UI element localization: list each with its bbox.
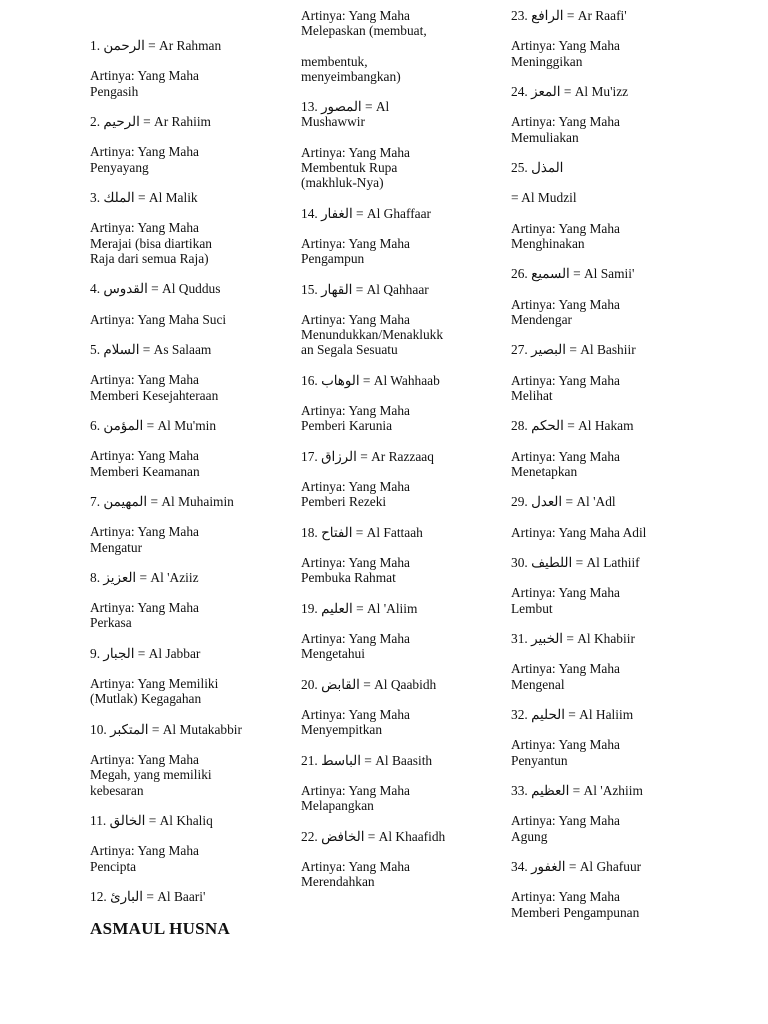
- meaning-29: Artinya: Yang Maha Adil: [511, 524, 647, 540]
- name-entry-28: 28. الحكم = Al Hakam: [511, 418, 634, 434]
- meaning-31: Artinya: Yang Maha Mengenal: [511, 661, 620, 692]
- meaning-2: Artinya: Yang Maha Penyayang: [90, 144, 199, 175]
- meaning-22: Artinya: Yang Maha Merendahkan: [301, 859, 410, 890]
- column-3: [511, 8, 711, 935]
- meaning-4: Artinya: Yang Maha Suci: [90, 311, 227, 327]
- meaning-3: Artinya: Yang Maha Merajai (bisa diartikan Raja dari semua Raja): [90, 220, 212, 266]
- meaning-17: Artinya: Yang Maha Pemberi Rezeki: [301, 479, 410, 510]
- meaning-27: Artinya: Yang Maha Melihat: [511, 372, 620, 403]
- name-entry-8: 8. العزيز = Al 'Aziiz: [90, 569, 199, 585]
- meaning-1: Artinya: Yang Maha Pengasih: [90, 68, 199, 99]
- name-entry-5: 5. السلام = As Salaam: [90, 341, 212, 357]
- name-entry-21: 21. الباسط = Al Baasith: [301, 752, 433, 768]
- meaning-11: Artinya: Yang Maha Pencipta: [90, 843, 199, 874]
- meaning-13: Artinya: Yang Maha Membentuk Rupa (makhluk-Nya): [301, 144, 410, 191]
- name-entry-10: 10. المتكبر = Al Mutakabbir: [90, 721, 242, 737]
- meaning-23: Artinya: Yang Maha Meninggikan: [511, 38, 620, 69]
- meaning-15: Artinya: Yang Maha Menundukkan/Menaklukk an Segala Sesuatu: [301, 311, 444, 358]
- name-entry-19: 19. العليم = Al 'Aliim: [301, 600, 418, 616]
- name-entry-29: 29. العدل = Al 'Adl: [511, 494, 616, 510]
- name-entry-11: 11. الخالق = Al Khaliq: [90, 813, 213, 829]
- meaning-26: Artinya: Yang Maha Mendengar: [511, 296, 620, 327]
- name-entry-22: 22. الخافض = Al Khaafidh: [301, 828, 446, 844]
- name-entry-9: 9. الجبار = Al Jabbar: [90, 645, 201, 661]
- name-entry-7: 7. المهيمن = Al Muhaimin: [90, 493, 234, 509]
- name-entry-2: 2. الرحيم = Ar Rahiim: [90, 113, 211, 129]
- name-entry-13: 13. المصور = Al Mushawwir: [301, 99, 390, 130]
- column-1: [90, 38, 280, 919]
- name-entry-23: 23. الرافع = Ar Raafi': [511, 8, 627, 23]
- meaning-8: Artinya: Yang Maha Perkasa: [90, 600, 199, 631]
- name-entry-17: 17. الرزاق = Ar Razzaaq: [301, 448, 434, 464]
- meaning-33: Artinya: Yang Maha Agung: [511, 813, 620, 844]
- meaning-18: Artinya: Yang Maha Pembuka Rahmat: [301, 555, 410, 586]
- name-entry-27: 27. البصير = Al Bashiir: [511, 342, 636, 358]
- name-entry-4: 4. القدوس = Al Quddus: [90, 281, 221, 297]
- name-entry-18: 18. الفتاح = Al Fattaah: [301, 524, 423, 540]
- meaning-14: Artinya: Yang Maha Pengampun: [301, 235, 410, 267]
- name-entry-3: 3. الملك = Al Malik: [90, 189, 198, 205]
- column-2: [301, 8, 491, 905]
- meaning-9: Artinya: Yang Memiliki (Mutlak) Kegagahan: [90, 676, 219, 707]
- name-entry-24: 24. المعز = Al Mu'izz: [511, 83, 629, 99]
- meaning-34: Artinya: Yang Maha Memberi Pengampunan: [511, 889, 640, 920]
- name-entry-25-latin: = Al Mudzil: [511, 190, 577, 206]
- name-entry-33: 33. العظيم = Al 'Azhiim: [511, 783, 643, 799]
- meaning-16: Artinya: Yang Maha Pemberi Karunia: [301, 403, 410, 434]
- name-entry-15: 15. القهار = Al Qahhaar: [301, 281, 429, 297]
- meaning-24: Artinya: Yang Maha Memuliakan: [511, 114, 620, 145]
- meaning-12-part-1: Artinya: Yang Maha Melepaskan (membuat,: [301, 8, 427, 39]
- name-entry-25-arabic: 25. المذل: [511, 159, 564, 175]
- meaning-20: Artinya: Yang Maha Menyempitkan: [301, 707, 410, 738]
- meaning-19: Artinya: Yang Maha Mengetahui: [301, 631, 410, 662]
- name-entry-30: 30. اللطيف = Al Lathiif: [511, 555, 640, 571]
- name-entry-31: 31. الخبير = Al Khabiir: [511, 631, 635, 647]
- name-entry-32: 32. الحليم = Al Haliim: [511, 707, 634, 723]
- name-entry-20: 20. القابض = Al Qaabidh: [301, 676, 437, 692]
- meaning-21: Artinya: Yang Maha Melapangkan: [301, 783, 410, 814]
- meaning-28: Artinya: Yang Maha Menetapkan: [511, 448, 620, 479]
- document-title: ASMAUL HUSNA: [90, 919, 231, 938]
- name-entry-6: 6. المؤمن = Al Mu'min: [90, 417, 217, 433]
- name-entry-34: 34. الغفور = Al Ghafuur: [511, 859, 642, 875]
- name-entry-14: 14. الغفار = Al Ghaffaar: [301, 205, 432, 221]
- meaning-30: Artinya: Yang Maha Lembut: [511, 585, 620, 616]
- name-entry-26: 26. السميع = Al Samii': [511, 266, 635, 282]
- meaning-25: Artinya: Yang Maha Menghinakan: [511, 220, 620, 251]
- meaning-6: Artinya: Yang Maha Memberi Keamanan: [90, 448, 200, 479]
- meaning-5: Artinya: Yang Maha Memberi Kesejahteraan: [90, 372, 219, 403]
- name-entry-16: 16. الوهاب = Al Wahhaab: [301, 372, 440, 388]
- name-entry-1: 1. الرحمن = Ar Rahman: [90, 38, 222, 53]
- meaning-32: Artinya: Yang Maha Penyantun: [511, 737, 620, 768]
- meaning-7: Artinya: Yang Maha Mengatur: [90, 524, 199, 555]
- name-entry-12: 12. البارئ = Al Baari': [90, 889, 206, 905]
- meaning-12-part-2: membentuk, menyeimbangkan): [301, 53, 401, 84]
- meaning-10: Artinya: Yang Maha Megah, yang memiliki kebesaran: [90, 752, 212, 798]
